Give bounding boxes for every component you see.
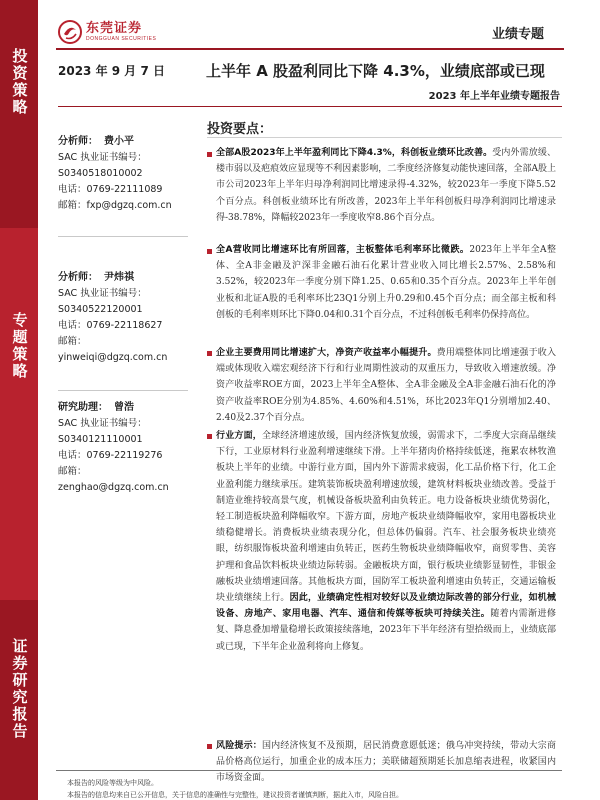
key-point-emphasis: 因此，业绩确定性相对较好以及业绩边际改善的部分行业，如机械设备、房地产、家用电器、汽车、通信和传媒等板块可持续关注。	[216, 593, 556, 620]
analyst-name: 曾浩	[114, 402, 134, 413]
side-label-investment-strategy: 投资策略	[10, 48, 29, 116]
footer-disclaimer: 本报告的信息均来自已公开信息，关于信息的准确性与完整性，建议投资者谨慎判断，据此入市，风险自担。	[67, 791, 403, 799]
risk-body: 国内经济恢复不及预期，居民消费意愿低迷；俄乌冲突持续，带动大宗商品价格高位运行，加重企业的成本压力；美联储超预期延长加息缩表进程，收紧国内市场资金面。	[216, 741, 556, 784]
side-label-topic-strategy: 专题策略	[10, 312, 29, 380]
footer-risk-level: 本报告的风险等级为中风险。	[67, 779, 158, 787]
side-block-topic-strategy	[0, 228, 38, 600]
cert-label: SAC 执业证书编号：	[58, 152, 147, 163]
logo-mark-icon	[58, 20, 82, 44]
risk-paragraph	[216, 738, 556, 787]
analyst-divider	[58, 236, 188, 237]
analyst-email[interactable]: zenghao@dgzq.com.cn	[58, 482, 169, 493]
analyst-divider	[58, 390, 188, 391]
analyst-name: 费小平	[104, 136, 134, 147]
analyst-card	[58, 134, 200, 214]
report-category: 业绩专题	[491, 27, 544, 42]
key-point-tail: 随着内需渐进修复、降息叠加增量稳增长政策接续落地，2023年下半年经济有望拾级而上，业绩底部或已现，下半年企业盈利将向上修复。	[216, 609, 556, 652]
key-point-lead: 全部A股2023年上半年盈利同比下降4.3%，科创板业绩环比改善。	[216, 148, 493, 158]
side-label-research-report: 证券研究报告	[10, 638, 29, 740]
risk-lead: 风险提示：	[216, 741, 262, 751]
key-point-paragraph	[216, 145, 556, 226]
report-date: 2023 年 9 月 7 日	[58, 64, 165, 78]
report-title: 上半年 A 股盈利同比下降 4.3%，业绩底部或已现	[206, 62, 545, 80]
cert-number: S0340518010002	[58, 168, 143, 179]
key-point-paragraph	[216, 428, 556, 655]
analyst-name: 尹炜祺	[104, 272, 134, 283]
bullet-square-icon	[207, 351, 212, 356]
cert-label: SAC 执业证书编号：	[58, 288, 147, 299]
key-point-lead: 行业方面，	[216, 431, 262, 441]
footer-divider	[56, 770, 562, 771]
key-point-body: 全球经济增速放缓，国内经济恢复放缓，弱需求下，二季度大宗商品继续下行，工业原材料行业盈利增速继续下滑。上半年猪肉价格持续低迷，拖累农林牧渔板块上半年的业绩。中游行业方面，国内外下游需求疲弱，化工品价格下行，化工企业盈利能力继续承压。建筑装饰板块盈利增速放缓，建筑材料板块业绩改善。受益于制造业维持较高景气度，机械设备板块盈利由负转正。电力设备板块业绩优势弱化，轻工制造板块盈利降幅收窄。下游方面，房地产板块业绩降幅收窄，家用电器板块业绩稳健增长。消费板块业绩表现分化，但总体仍偏弱。汽车、社会服务板块业绩亮眼，纺织服饰板块盈利增速由负转正，医药生物板块业绩降幅收窄，商贸零售、美容护理和食品饮料板块业绩边际转弱。金融板块方面，银行板块业绩影显韧性，非银金融板块业绩增速回落。其他板块方面，国防军工板块盈利增速由负转正，交通运输板块业绩继续上行。	[216, 431, 556, 604]
analyst-email[interactable]: 邮箱：fxp@dgzq.com.cn	[58, 200, 172, 211]
cert-label: SAC 执业证书编号：	[58, 418, 147, 429]
cert-number: S0340121110001	[58, 434, 143, 445]
side-block-research-report	[0, 600, 38, 800]
key-points-divider	[207, 137, 562, 138]
analyst-email-label: 邮箱：	[58, 466, 87, 477]
key-point-body: 费用端整体同比增速强于收入端或体现收入端宏观经济下行和行业周期性波动的双重压力，导致收入增速放缓。净资产收益率ROE方面，2023上半年全A整体、全A非金融及全A非金融石油石化的净资产收益率ROE分别为4.85%、4.60%和4.51%，环比2023年Q1分别增加2.40、2.40及2.37个百分点。	[216, 348, 556, 423]
cert-number: S0340522120001	[58, 304, 143, 315]
analyst-phone: 电话：0769-22118627	[58, 320, 163, 331]
header-divider	[56, 48, 564, 50]
analyst-role: 研究助理：	[58, 402, 108, 413]
bullet-square-icon	[207, 249, 212, 254]
key-point-lead: 全A营收同比增速环比有所回落，主板整体毛利率环比微跌。	[216, 245, 470, 255]
key-point-body: 受内外需放缓、楼市弱以及疤痕效应显现等不利因素影响，二季度经济修复动能快速回落，全部A股上市公司2023年上半年归母净利润同比增速录得-4.32%，较2023年一季度下降5.52个百分点。科创板业绩环比有所改善，2023年上半年科创板归母净利润同比增速录得-38.78%，降幅较2023年一季度收窄8.86个百分点。	[216, 148, 556, 223]
key-point-body: 2023年上半年全A整体、全A非金融及沪深非金融石油石化累计营业收入同比增长2.57%、2.58%和3.52%，较2023年一季度分别下降1.25、0.65和0.35个百分点。2023年上半年创业板和北证A股的毛利率环比23Q1分别上升0.29和0.45个百分点；而全部主板和科创板的毛利率则环比下降0.04和0.31个百分点，不过科创板毛利率仍保持高位。	[216, 245, 556, 320]
bullet-square-icon	[207, 434, 212, 439]
logo-name-cn: 东莞证券	[86, 20, 143, 36]
analyst-email[interactable]: yinweiqi@dgzq.com.cn	[58, 352, 168, 363]
analyst-role: 分析师：	[58, 136, 98, 147]
analyst-role: 分析师：	[58, 272, 98, 283]
key-points-heading: 投资要点：	[207, 122, 273, 137]
key-point-paragraph	[216, 242, 556, 323]
key-point-lead: 企业主要费用同比增速扩大，净资产收益率小幅提升。	[216, 348, 437, 358]
analyst-card	[58, 400, 200, 496]
report-subtitle: 2023 年上半年业绩专题报告	[428, 91, 560, 102]
logo-name-en: DONGGUAN SECURITIES	[86, 35, 157, 42]
analyst-phone: 电话：0769-22119276	[58, 450, 163, 461]
title-divider	[58, 106, 562, 107]
analyst-email-label: 邮箱：	[58, 336, 87, 347]
bullet-square-icon	[207, 152, 212, 157]
key-point-paragraph	[216, 345, 556, 426]
company-logo	[58, 20, 156, 44]
analyst-card	[58, 270, 200, 366]
side-block-investment-strategy	[0, 0, 38, 228]
bullet-square-icon	[207, 744, 212, 749]
analyst-phone: 电话：0769-22111089	[58, 184, 163, 195]
